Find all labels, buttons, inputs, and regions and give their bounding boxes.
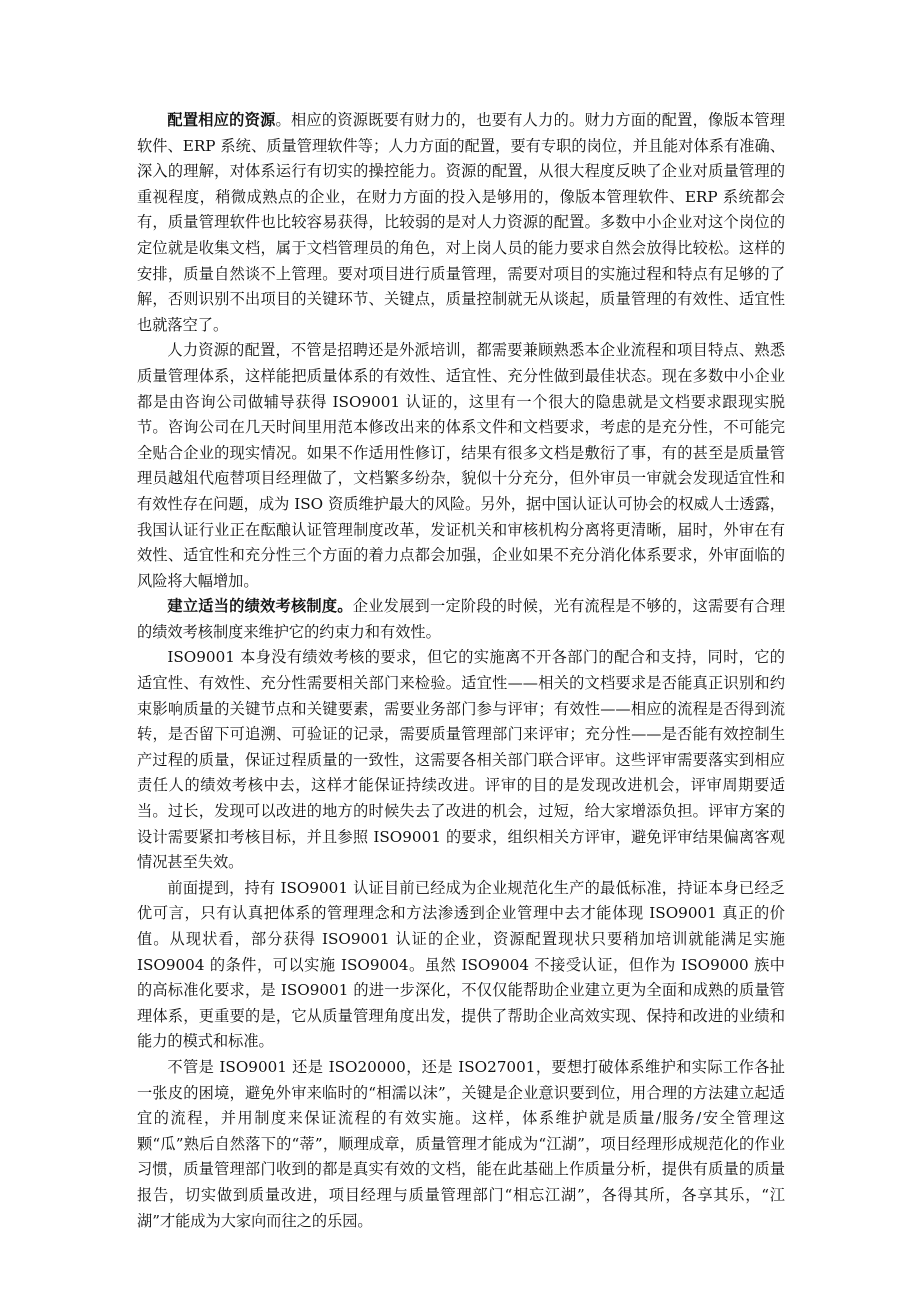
paragraph-body: 前面提到，持有 ISO9001 认证目前已经成为企业规范化生产的最低标准，持证本身已经乏优可言，只有认真把体系的管理理念和方法渗透到企业管理中去才能体现 ISO9001 真正的价值。从现状看，部分获得 ISO9001 认证的企业，资源配置现状只要稍加培训就能满足实施 ISO9004 的条件，可以实施 ISO9004。虽然 ISO9004 不接受认证，但作为 ISO9000 族中的高标准化要求，是 ISO9001 的进一步深化，不仅仅能帮助企业建立更为全面和成熟的质量管理体系，更重要的是，它从质量管理角度出发，提供了帮助企业高效实现、保持和改进的业绩和能力的模式和标准。 (137, 878, 785, 1051)
paragraph-performance (137, 594, 785, 645)
paragraph-body: ISO9001 本身没有绩效考核的要求，但它的实施离不开各部门的配合和支持，同时，它的适宜性、有效性、充分性需要相关部门来检验。适宜性——相关的文档要求是否能真正识别和约束影响质量的关键节点和关键要素，需要业务部门参与评审；有效性——相应的流程是否得到流转，是否留下可追溯、可验证的记录，需要质量管理部门来评审；充分性——是否能有效控制生产过程的质量，保证过程质量的一致性，这需要各相关部门联合评审。这些评审需要落实到相应责任人的绩效考核中去，这样才能保证持续改进。评审的目的是发现改进机会，评审周期要适当。过长，发现可以改进的地方的时候失去了改进的机会，过短，给大家增添负担。评审方案的设计需要紧扣考核目标，并且参照 ISO9001 的要求，组织相关方评审，避免评审结果偏离客观情况甚至失效。 (137, 648, 785, 872)
paragraph-resources (137, 108, 785, 338)
paragraph-lead: 建立适当的绩效考核制度。 (167, 597, 353, 616)
paragraph-lead: 配置相应的资源 (167, 111, 276, 129)
paragraph-iso9001-review (137, 645, 785, 875)
paragraph-iso9004 (137, 876, 785, 1055)
paragraph-body: 不管是 ISO9001 还是 ISO20000，还是 ISO27001，要想打破体系维护和实际工作各扯一张皮的困境，避免外审来临时的“相濡以沫”，关键是企业意识要到位，用合理的方法建立起适宜的流程，并用制度来保证流程的有效实施。这样，体系维护就是质量/服务/安全管理这颗“瓜”熟后自然落下的“蒂”，顺理成章，质量管理才能成为“江湖”，项目经理形成规范化的作业习惯，质量管理部门收到的都是真实有效的文档，能在此基础上作质量分析，提供有质量的质量报告，切实做到质量改进，项目经理与质量管理部门“相忘江湖”，各得其所，各享其乐，“江湖”才能成为大家向而往之的乐园。 (137, 1057, 785, 1230)
document-page (137, 108, 785, 1234)
paragraph-body: 。相应的资源既要有财力的，也要有人力的。财力方面的配置，像版本管理软件、ERP 系统、质量管理软件等；人力方面的配置，要有专职的岗位，并且能对体系有准确、深入的理解，对体系运行有切实的操控能力。资源的配置，从很大程度反映了企业对质量管理的重视程度，稍微成熟点的企业，在财力方面的投入是够用的，像版本管理软件、ERP 系统都会有，质量管理软件也比较容易获得，比较弱的是对人力资源的配置。多数中小企业对这个岗位的定位就是收集文档，属于文档管理员的角色，对上岗人员的能力要求自然会放得比较松。这样的安排，质量自然谈不上管理。要对项目进行质量管理，需要对项目的实施过程和特点有足够的了解，否则识别不出项目的关键环节、关键点，质量控制就无从谈起，质量管理的有效性、适宜性也就落空了。 (137, 111, 786, 334)
paragraph-body: 企业发展到一定阶段的时候，光有流程是不够的，这需要有合理的绩效考核制度来维护它的约束力和有效性。 (137, 597, 786, 641)
paragraph-body: 人力资源的配置，不管是招聘还是外派培训，都需要兼顾熟悉本企业流程和项目特点、熟悉质量管理体系，这样能把质量体系的有效性、适宜性、充分性做到最佳状态。现在多数中小企业都是由咨询公司做辅导获得 ISO9001 认证的，这里有一个很大的隐患就是文档要求跟现实脱节。咨询公司在几天时间里用范本修改出来的体系文件和文档要求，考虑的是充分性，不可能完全贴合企业的现实情况。如果不作适用性修订，结果有很多文档是敷衍了事，有的甚至是质量管理员越俎代庖替项目经理做了，文档繁多纷杂，貌似十分充分，但外审员一审就会发现适宜性和有效性存在问题，成为 ISO 资质维护最大的风险。另外，据中国认证认可协会的权威人士透露，我国认证行业正在酝酿认证管理制度改革，发证机关和审核机构分离将更清晰，届时，外审在有效性、适宜性和充分性三个方面的着力点都会加强，企业如果不充分消化体系要求，外审面临的风险将大幅增加。 (137, 341, 785, 590)
paragraph-hr-allocation (137, 338, 785, 594)
paragraph-conclusion (137, 1055, 785, 1234)
